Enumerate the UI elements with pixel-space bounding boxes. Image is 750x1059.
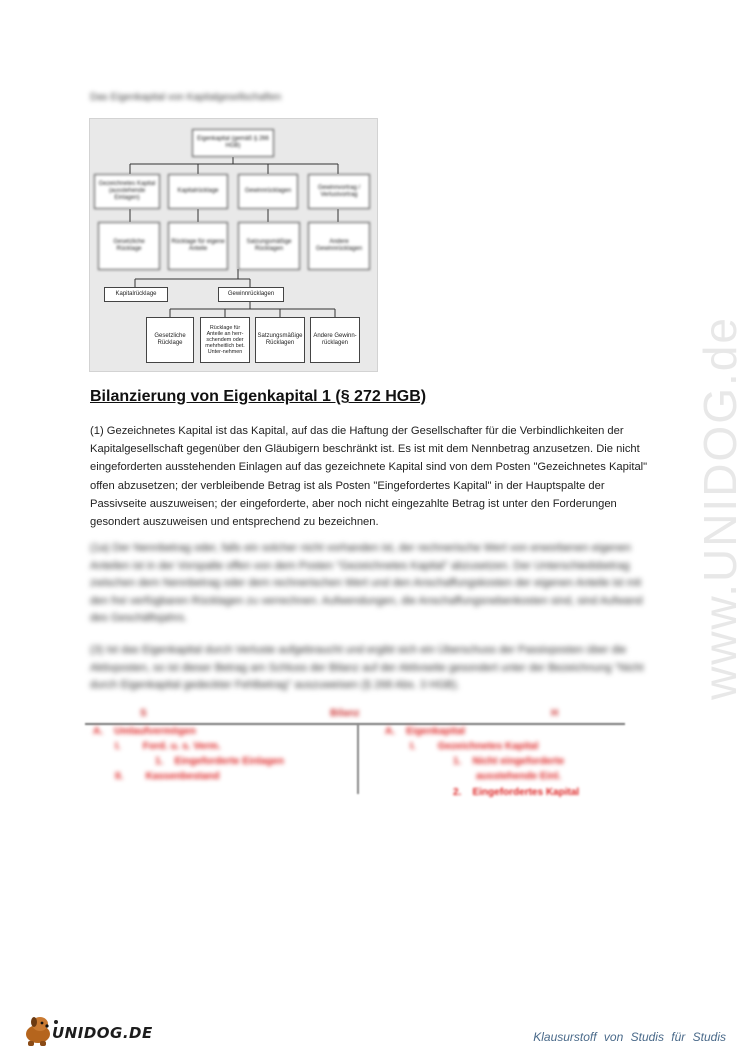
balance-right-row: 1. Nicht eingeforderte — [453, 756, 565, 767]
paragraph-3-blurred: (3) Ist das Eigenkapital durch Verluste aufgebraucht und ergibt sich ein Überschuss der Passivposten über die Aktivposten, so ist dieser Betrag am Schluss der Bilanz auf der Aktivseite gesondert unter der Bezeichnung "Nicht durch Eigenkapital gedeckter Fehlbetrag" auszuweisen (§ 268 Abs. 3 HGB). — [90, 644, 644, 692]
balance-sheet — [85, 708, 630, 808]
equity-diagram — [89, 118, 378, 372]
watermark: www.UNIDOG.de — [694, 316, 746, 700]
diagram-row2-box-4: Andere Gewinnrücklagen — [308, 222, 370, 270]
diagram-capital-reserve: Kapitalrücklage — [104, 287, 168, 302]
diagram-bottom-box-4: Andere Gewinn-rücklagen — [310, 317, 360, 363]
balance-right-row: I. Gezeichnetes Kapital — [410, 741, 539, 752]
paragraph-2-blurred: (1a) Der Nennbetrag oder, falls ein solcher nicht vorhanden ist, der rechnerische Wert von erworbenen eigenen Anteilen ist in der Vorspalte offen von dem Posten "Gezeichnetes Kapital" abzusetzen. Der Unterschiedsbetrag zwischen dem Nennbetrag oder dem rechnerischen Wert und den Anschaffungskosten der eigenen Anteile ist mit den frei verfügbaren Rücklagen zu verrechnen. Aufwendungen, die Anschaffungsnebenkosten sind, sind Aufwand des Geschäftsjahrs. — [90, 542, 643, 625]
diagram-bottom-box-1: Gesetzliche Rücklage — [146, 317, 194, 363]
balance-title: Bilanz — [330, 708, 360, 719]
diagram-bottom-box-3: Satzungsmäßige Rücklagen — [255, 317, 305, 363]
balance-right-row: ausstehende Einl. — [476, 771, 562, 782]
balance-center-rule — [357, 724, 359, 794]
balance-left-header: S — [140, 708, 147, 719]
diagram-row2-box-1: Gesetzliche Rücklage — [98, 222, 160, 270]
balance-left-row: A. Umlaufvermögen — [93, 726, 196, 737]
footer-slogan: Klausurstoff von Studis für Studis — [533, 1030, 726, 1044]
balance-left-row: I. Ford. u. s. Verm. — [115, 741, 221, 752]
top-caption: Das Eigenkapital von Kapitalgesellschaften — [90, 92, 282, 103]
logo-text: UNIDOG.DE — [52, 1024, 153, 1042]
balance-right-row: A. Eigenkapital — [385, 726, 466, 737]
diagram-bottom-box-2: Rücklage für Anteile an herr-schendem oder mehrheitlich bet. Unter-nehmen — [200, 317, 250, 363]
balance-right-header: H — [551, 708, 559, 719]
balance-left-row: II. Kassenbestand — [115, 771, 220, 782]
paragraph-1: (1) Gezeichnetes Kapital ist das Kapital, auf das die Haftung der Gesellschafter für die Verbindlichkeiten der Kapitalgesellschaft gegenüber den Gläubigern beschränkt ist. Es ist mit dem Nennbetrag anzusetzen. Die nicht eingeforderten ausstehenden Einlagen auf das gezeichnete Kapital sind von dem Posten "Gezeichnetes Kapital" offen abzusetzen; der verbleibende Betrag ist als Posten "Eingefordertes Kapital" in der Hauptspalte der Passivseite auszuweisen; der eingeforderte, aber noch nicht eingezahlte Betrag ist unter den Forderungen gesondert auszuweisen und entsprechend zu bezeichnen. — [90, 425, 648, 529]
diagram-row2-box-2: Rücklage für eigene Anteile — [168, 222, 228, 270]
diagram-row1-box-3: Gewinnrücklagen — [238, 174, 298, 209]
balance-left-row: 1. Eingeforderte Einlagen — [155, 756, 284, 767]
section-heading: Bilanzierung von Eigenkapital 1 (§ 272 HGB) — [90, 388, 427, 405]
diagram-top-box: Eigenkapital (gemäß § 266 HGB) — [192, 129, 274, 157]
balance-right-row: 2. Eingefordertes Kapital — [453, 787, 580, 798]
diagram-revenue-reserves: Gewinnrücklagen — [218, 287, 284, 302]
balance-top-rule — [85, 723, 625, 725]
diagram-row1-box-2: Kapitalrücklage — [168, 174, 228, 209]
balance-header — [85, 708, 625, 722]
diagram-row1-box-4: Gewinnvortrag / Verlustvortrag — [308, 174, 370, 209]
diagram-row2-box-3: Satzungsmäßige Rücklagen — [238, 222, 300, 270]
diagram-row1-box-1: Gezeichnetes Kapital (ausstehende Einlagen) — [94, 174, 160, 209]
